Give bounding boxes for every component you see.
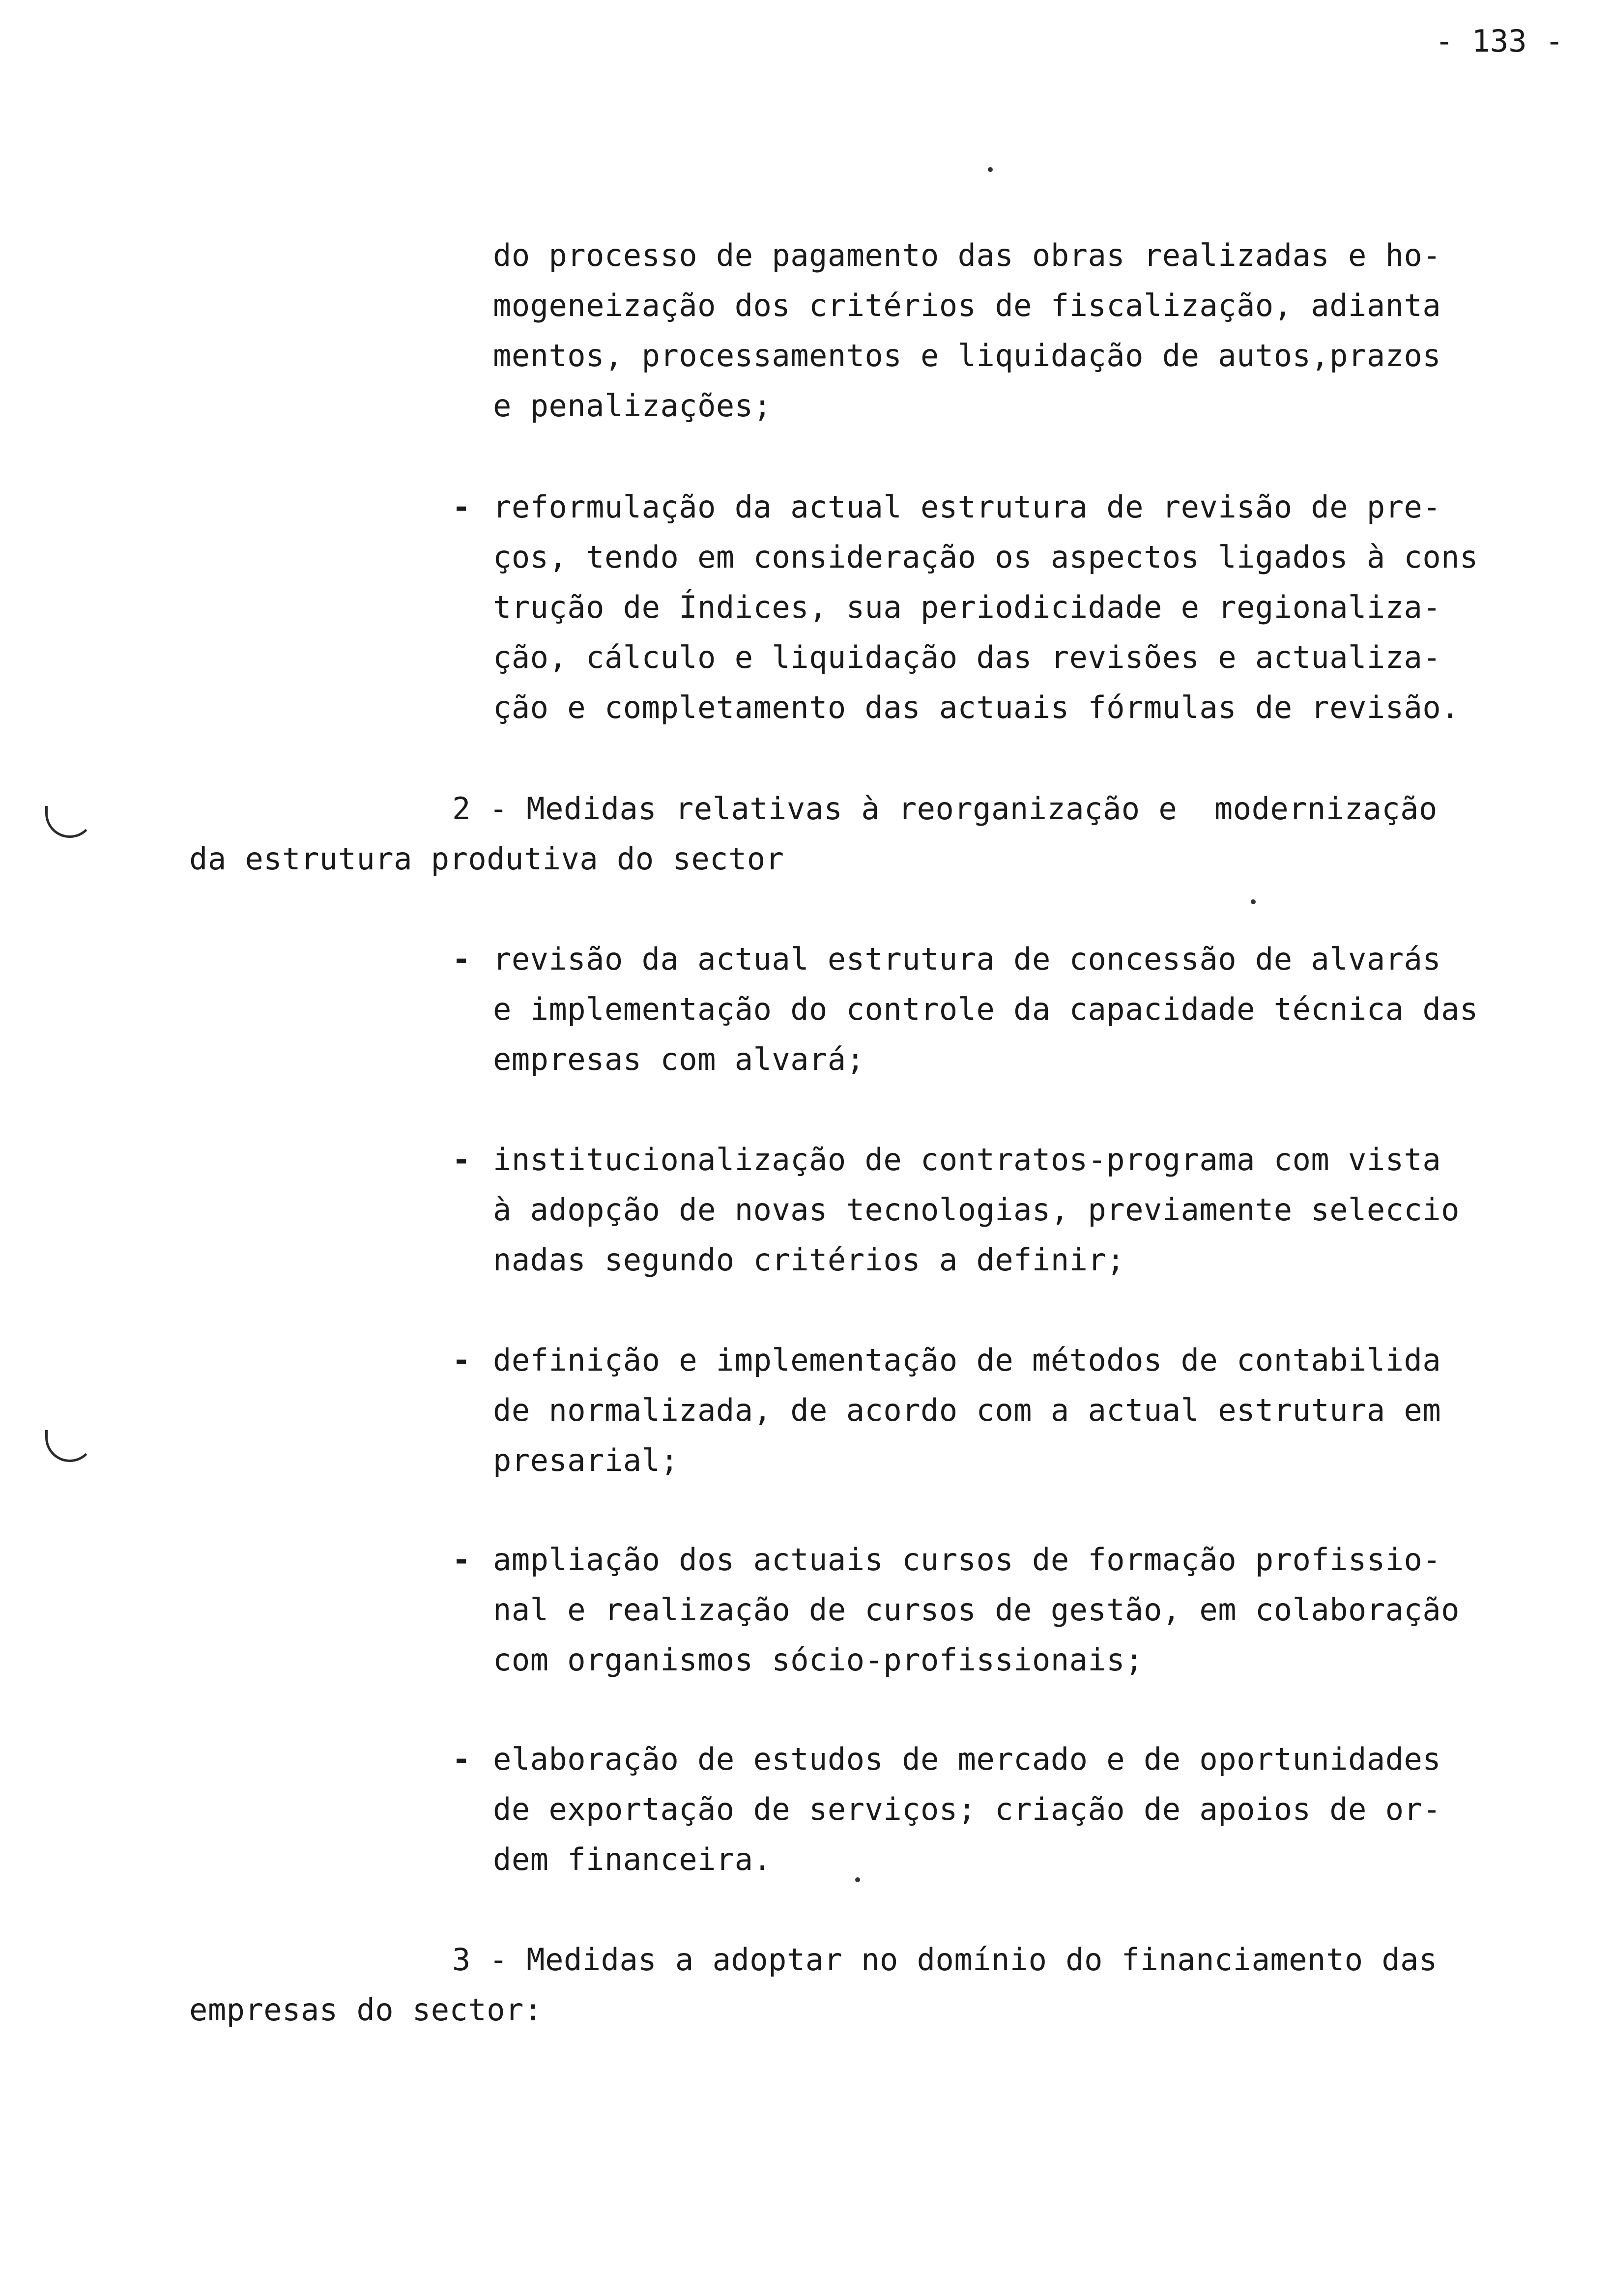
scan-speck <box>988 167 993 172</box>
text-line: institucionalização de contratos-programa com vista <box>493 1142 1441 1177</box>
section-heading-3: 3 - Medidas a adoptar no domínio do financiamento das <box>452 1942 1438 1978</box>
text-line: à adopção de novas tecnologias, previamente seleccio <box>493 1192 1460 1228</box>
bullet-dash: - <box>452 1142 471 1177</box>
section-heading-3-cont: empresas do sector: <box>189 1992 543 2028</box>
text-line: mogeneização dos critérios de fiscalização, adianta <box>493 287 1441 323</box>
text-line: nadas segundo critérios a definir; <box>493 1242 1125 1278</box>
page-number: - 133 - <box>1435 23 1564 59</box>
bullet-dash: - <box>452 489 471 525</box>
text-line: mentos, processamentos e liquidação de autos,prazos <box>493 338 1441 373</box>
text-line: elaboração de estudos de mercado e de oportunidades <box>493 1741 1441 1777</box>
text-line: reformulação da actual estrutura de revisão de pre- <box>493 489 1441 525</box>
bullet-dash: - <box>452 1741 471 1777</box>
text-line: do processo de pagamento das obras realizadas e ho- <box>493 237 1441 273</box>
bullet-dash: - <box>452 1342 471 1378</box>
text-line: nal e realização de cursos de gestão, em colaboração <box>493 1592 1460 1628</box>
text-line: ção e completamento das actuais fórmulas de revisão. <box>493 689 1460 725</box>
scan-speck <box>855 1877 860 1882</box>
section-heading-2: 2 - Medidas relativas à reorganização e modernização <box>452 791 1438 827</box>
punch-hole-mark <box>45 1430 94 1462</box>
text-line: trução de Índices, sua periodicidade e regionaliza- <box>493 589 1441 625</box>
text-line: de exportação de serviços; criação de apoios de or- <box>493 1791 1441 1827</box>
text-line: revisão da actual estrutura de concessão de alvarás <box>493 941 1441 977</box>
text-line: empresas com alvará; <box>493 1041 865 1077</box>
scan-speck <box>1251 899 1256 904</box>
text-line: dem financeira. <box>493 1841 772 1877</box>
text-line: ços, tendo em consideração os aspectos ligados à cons <box>493 539 1478 575</box>
text-line: ção, cálculo e liquidação das revisões e actualiza- <box>493 639 1441 675</box>
bullet-dash: - <box>452 1542 471 1578</box>
punch-hole-mark <box>45 806 94 838</box>
text-line: de normalizada, de acordo com a actual estrutura em <box>493 1392 1441 1428</box>
section-heading-2-cont: da estrutura produtiva do sector <box>189 841 784 877</box>
bullet-dash: - <box>452 941 471 977</box>
text-line: ampliação dos actuais cursos de formação profissio- <box>493 1542 1441 1578</box>
text-line: com organismos sócio-profissionais; <box>493 1642 1144 1678</box>
text-line: e implementação do controle da capacidade técnica das <box>493 991 1478 1027</box>
text-line: presarial; <box>493 1442 679 1478</box>
text-line: definição e implementação de métodos de contabilida <box>493 1342 1441 1378</box>
text-line: e penalizações; <box>493 388 772 424</box>
